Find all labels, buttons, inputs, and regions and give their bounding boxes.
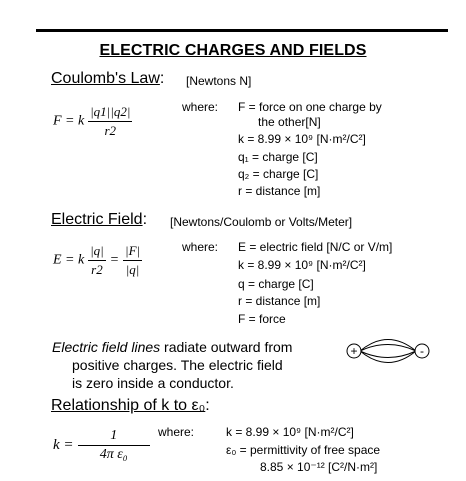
field-line-bottom-outer: [360, 351, 416, 363]
relationship-heading: [51, 397, 210, 415]
relationship-formula-denominator: 4π ε₀: [99, 447, 128, 462]
coulomb-where: where:: [182, 100, 219, 114]
field-formula-numerator-1: |q|: [88, 243, 106, 261]
relationship-where: where:: [158, 425, 195, 439]
negative-charge-sign: -: [420, 344, 424, 358]
field-formula-denominator-2: |q|: [125, 262, 140, 277]
relationship-formula-numerator: 1: [78, 428, 150, 446]
field-lines-lead: Electric field lines: [52, 339, 161, 355]
coulomb-heading: [51, 70, 164, 88]
relationship-heading-text: Relationship of k to ε₀: [51, 397, 206, 414]
field-formula-lhs: E = k: [53, 252, 85, 268]
field-heading-text: Electric Field: [51, 211, 143, 228]
coulomb-def-0: F = force on one charge by: [238, 100, 382, 114]
field-formula-fraction-1: [88, 243, 106, 278]
field-formula-fraction-2: [123, 243, 142, 278]
relationship-heading-colon: :: [205, 397, 210, 414]
coulomb-formula-numerator: |q1||q2|: [88, 104, 132, 122]
field-formula-denominator-1: r2: [91, 262, 103, 277]
coulomb-def-1: the other[N]: [258, 115, 321, 129]
field-def-0: E = electric field [N/C or V/m]: [238, 240, 393, 254]
field-def-1: k = 8.99 × 10⁹ [N·m²/C²]: [238, 258, 366, 272]
relationship-formula-lhs: k =: [53, 437, 74, 453]
positive-charge-sign: +: [350, 344, 358, 358]
coulomb-def-2: k = 8.99 × 10⁹ [N·m²/C²]: [238, 132, 366, 146]
coulomb-formula-fraction: [88, 104, 132, 139]
coulomb-formula-denominator: r2: [104, 123, 117, 138]
field-unit: [Newtons/Coulomb or Volts/Meter]: [170, 215, 353, 229]
relationship-def-1: ε₀ = permittivity of free space: [226, 443, 381, 457]
relationship-formula: [53, 428, 150, 463]
field-def-2: q = charge [C]: [238, 277, 314, 291]
field-lines-line3: is zero inside a conductor.: [72, 375, 234, 391]
field-formula-equals: =: [109, 252, 120, 268]
field-def-4: F = force: [238, 312, 286, 326]
relationship-def-2: 8.85 × 10⁻¹² [C²/N·m²]: [260, 460, 378, 474]
field-lines-diagram: [340, 330, 436, 372]
field-heading-colon: :: [142, 211, 148, 228]
coulomb-def-4: q₂ = charge [C]: [238, 167, 319, 181]
field-formula: [53, 243, 142, 278]
coulomb-def-5: r = distance [m]: [238, 184, 321, 198]
field-line-top-outer: [360, 340, 416, 352]
coulomb-formula-lhs: F = k: [53, 113, 85, 129]
coulomb-heading-colon: :: [159, 70, 165, 87]
field-where: where:: [182, 240, 219, 254]
coulomb-heading-text: Coulomb's Law: [51, 70, 160, 87]
field-heading: [51, 211, 147, 229]
field-formula-numerator-2: |F|: [123, 243, 142, 261]
top-rule: [36, 29, 448, 32]
relationship-def-0: k = 8.99 × 10⁹ [N·m²/C²]: [226, 425, 354, 439]
coulomb-unit: [Newtons N]: [186, 74, 252, 88]
field-lines-rest: radiate outward from: [160, 339, 293, 355]
page-title: ELECTRIC CHARGES AND FIELDS: [99, 42, 367, 59]
coulomb-formula: [53, 104, 132, 139]
field-lines-paragraph: [52, 338, 322, 392]
field-lines-line2: positive charges. The electric field: [72, 357, 283, 373]
coulomb-def-3: q₁ = charge [C]: [238, 150, 318, 164]
relationship-formula-fraction: [78, 428, 150, 463]
field-def-3: r = distance [m]: [238, 294, 321, 308]
